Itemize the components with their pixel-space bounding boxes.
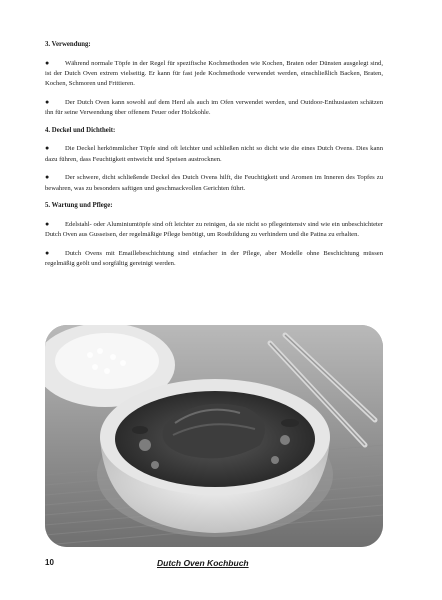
bullet-paragraph [45, 58, 383, 90]
bullet-text: Die Deckel herkömmlicher Töpfe sind oft leichter und schließen nicht so dicht wie die eines Dutch Ovens. Dies kann dazu führen, dass Feuchtigkeit entweicht und Speisen austrocknen. [45, 145, 383, 163]
section-verwendung [45, 40, 383, 118]
bullet-paragraph [45, 172, 383, 193]
bullet-paragraph [45, 219, 383, 240]
section-heading: 5. Wartung und Pflege: [45, 202, 113, 210]
bullet-paragraph [45, 97, 383, 118]
bullet-paragraph [45, 248, 383, 269]
bullet-icon: ● [45, 173, 50, 182]
page-footer [45, 558, 383, 572]
bullet-text: Der schwere, dicht schließende Deckel des Dutch Ovens hilft, die Feuchtigkeit und Aromen im Inneren des Topfes zu bewahren, was zu besonders saftigen und geschmackvollen Gerichten führt. [45, 174, 383, 192]
section-deckel [45, 126, 383, 194]
bullet-icon: ● [45, 58, 50, 67]
stew-bowl-illustration [45, 325, 383, 547]
section-heading: 3. Verwendung: [45, 41, 91, 48]
bullet-text: Dutch Ovens mit Emaillebeschichtung sind einfacher in der Pflege, aber Modelle ohne Beschichtung müssen regelmäßig geölt und sorgfältig gereinigt werden. [45, 249, 383, 268]
food-photo [45, 325, 383, 547]
bullet-text: Der Dutch Oven kann sowohl auf dem Herd als auch im Ofen verwendet werden, und Outdoor-Enthusiasten schätzen ihn für seine Verwendung über offenem Feuer oder Holzkohle. [45, 98, 383, 117]
bullet-paragraph [45, 143, 383, 164]
section-wartung [45, 201, 383, 269]
page-body [45, 40, 383, 277]
bullet-icon: ● [45, 219, 50, 228]
bullet-icon: ● [45, 248, 50, 257]
bullet-icon: ● [45, 97, 50, 106]
book-title: Dutch Oven Kochbuch [157, 558, 249, 568]
bullet-text: Während normale Töpfe in der Regel für spezifische Kochmethoden wie Kochen, Braten oder Dünsten ausgelegt sind, ist der Dutch Oven extrem vielseitig. Er kann für fast jede Kochmethode verwendet werden, einschließlich Backen, Braten, Kochen, Schmoren und Frittieren. [45, 59, 383, 88]
page-number: 10 [45, 558, 54, 567]
bullet-text: Edelstahl- oder Aluminiumtöpfe sind oft leichter zu reinigen, da sie nicht so pflegeintensiv sind wie ein unbeschichteter Dutch Oven aus Gusseisen, der regelmäßige Pflege benötigt, um Rostbildung zu verhindern und die Patina zu erhalten. [45, 220, 383, 239]
section-heading: 4. Deckel und Dichtheit: [45, 126, 116, 134]
bullet-icon: ● [45, 144, 50, 153]
